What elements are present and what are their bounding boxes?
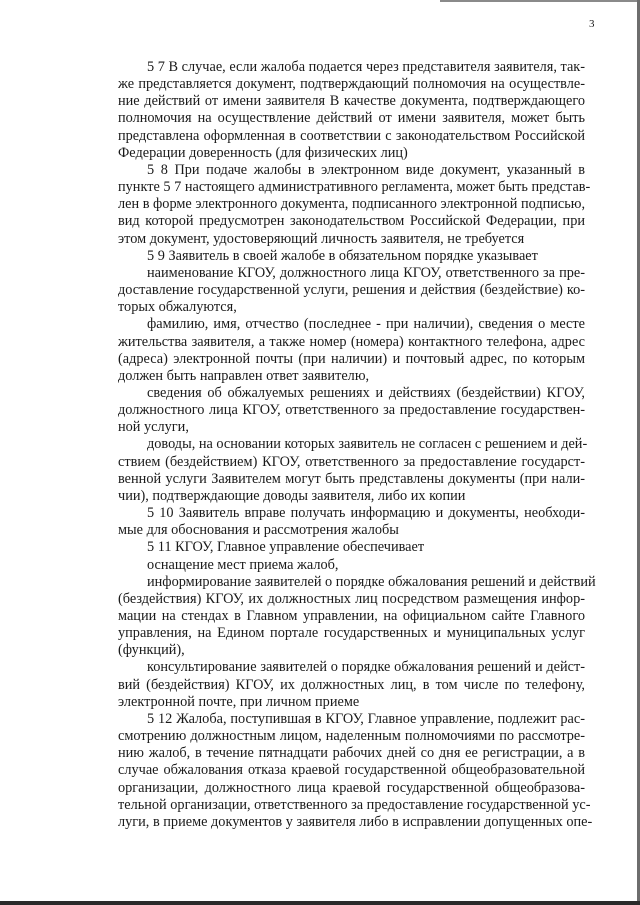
text-line: этом документ, удостоверяющий личность заявителя, не требуется — [118, 230, 525, 247]
scan-edge-top — [440, 0, 640, 2]
text-line: ние действий от имени заявителя В качестве документа, подтверждающего — [118, 93, 585, 110]
text-line: должен быть направлен ответ заявителю, — [118, 367, 370, 384]
text-line: ной услуги, — [118, 419, 189, 436]
text-line: венной услуги Заявителем могут быть представлены документы (при нали- — [118, 470, 585, 487]
text-line: торых обжалуются, — [118, 299, 237, 316]
text-line: пункте 5 7 настоящего административного регламента, может быть представ- — [118, 179, 591, 196]
text-line: жительства заявителя, а также номер (номера) контактного телефона, адрес — [118, 333, 585, 350]
text-line: 5 11 КГОУ, Главное управление обеспечивает — [147, 539, 425, 556]
text-line: (бездействия) КГОУ, их должностных лиц посредством размещения инфор- — [118, 590, 585, 607]
text-line: управления, на Едином портале государственных и муниципальных услуг — [118, 625, 585, 642]
text-line: 5 7 В случае, если жалоба подается через представителя заявителя, так- — [147, 59, 585, 75]
text-line: лен в форме электронного документа, подписанного электронной подписью, — [118, 196, 586, 213]
text-line: вий (бездействия) КГОУ, их должностных лиц, в том числе по телефону, — [118, 676, 585, 693]
text-line: луги, в приеме документов у заявителя либо в исправлении допущенных опе- — [118, 813, 593, 830]
text-line: консультирование заявителей о порядке обжалования решений и дейст- — [147, 659, 585, 676]
text-line: (адреса) электронной почты (при наличии) и почтовый адрес, по которым — [118, 350, 585, 367]
text-line: нию жалоб, в течение пятнадцати рабочих дней со дня ее регистрации, а в — [118, 745, 585, 762]
text-line: полномочия на осуществление действий от имени заявителя, может быть — [118, 110, 585, 127]
text-line: мые для обоснования и рассмотрения жалобы — [118, 522, 399, 539]
text-line: чии), подтверждающие доводы заявителя, либо их копии — [118, 487, 466, 504]
text-line: организации, должностного лица краевой государственной общеобразова- — [118, 779, 585, 796]
text-line: 5 10 Заявитель вправе получать информацию и документы, необходи- — [147, 505, 585, 522]
text-line: фамилию, имя, отчество (последнее - при наличии), сведения о месте — [147, 316, 585, 333]
text-line: электронной почте, при личном приеме — [118, 693, 360, 710]
text-line: 5 12 Жалоба, поступившая в КГОУ, Главное управление, подлежит рас- — [147, 710, 585, 727]
page-number: 3 — [589, 18, 595, 30]
text-line: ствием (бездействием) КГОУ, ответственного за предоставление государст- — [118, 453, 585, 470]
document-body — [118, 59, 596, 831]
text-line: мации на стендах в Главном управлении, на официальном сайте Главного — [118, 608, 585, 624]
text-line: доводы, на основании которых заявитель не согласен с решением и дей- — [147, 436, 588, 453]
text-line: случае обжалования отказа краевой государственной общеобразовательной — [118, 762, 585, 779]
text-line: тельной организации, ответственного за предоставление государственной ус- — [118, 796, 591, 813]
text-line: сведения об обжалуемых решениях и действиях (бездействии) КГОУ, — [147, 384, 585, 401]
text-line: смотрению должностным лицом, наделенным полномочиями по рассмотре- — [118, 728, 585, 745]
text-line: вид которой предусмотрен законодательством Российской Федерации, при — [118, 213, 585, 230]
text-line: же представляется документ, подтверждающий полномочия на осуществле- — [118, 76, 585, 93]
text-line: наименование КГОУ, должностного лица КГОУ, ответственного за пре- — [147, 264, 585, 281]
scan-edge-bottom — [0, 901, 640, 905]
text-line: информирование заявителей о порядке обжалования решений и действий — [147, 573, 596, 590]
text-line: представлена оформленная в соответствии с законодательством Российской — [118, 127, 585, 144]
text-line: оснащение мест приема жалоб, — [147, 556, 339, 573]
text-line: доставление государственной услуги, решения и действия (бездействие) ко- — [118, 282, 585, 299]
text-line: Федерации доверенность (для физических лиц) — [118, 144, 408, 161]
text-line: 5 8 При подаче жалобы в электронном виде документ, указанный в — [147, 161, 585, 178]
text-line: должностного лица КГОУ, ответственного за предоставление государствен- — [118, 402, 585, 419]
text-line: 5 9 Заявитель в своей жалобе в обязательном порядке указывает — [147, 247, 538, 264]
text-line: (функций), — [118, 642, 185, 659]
